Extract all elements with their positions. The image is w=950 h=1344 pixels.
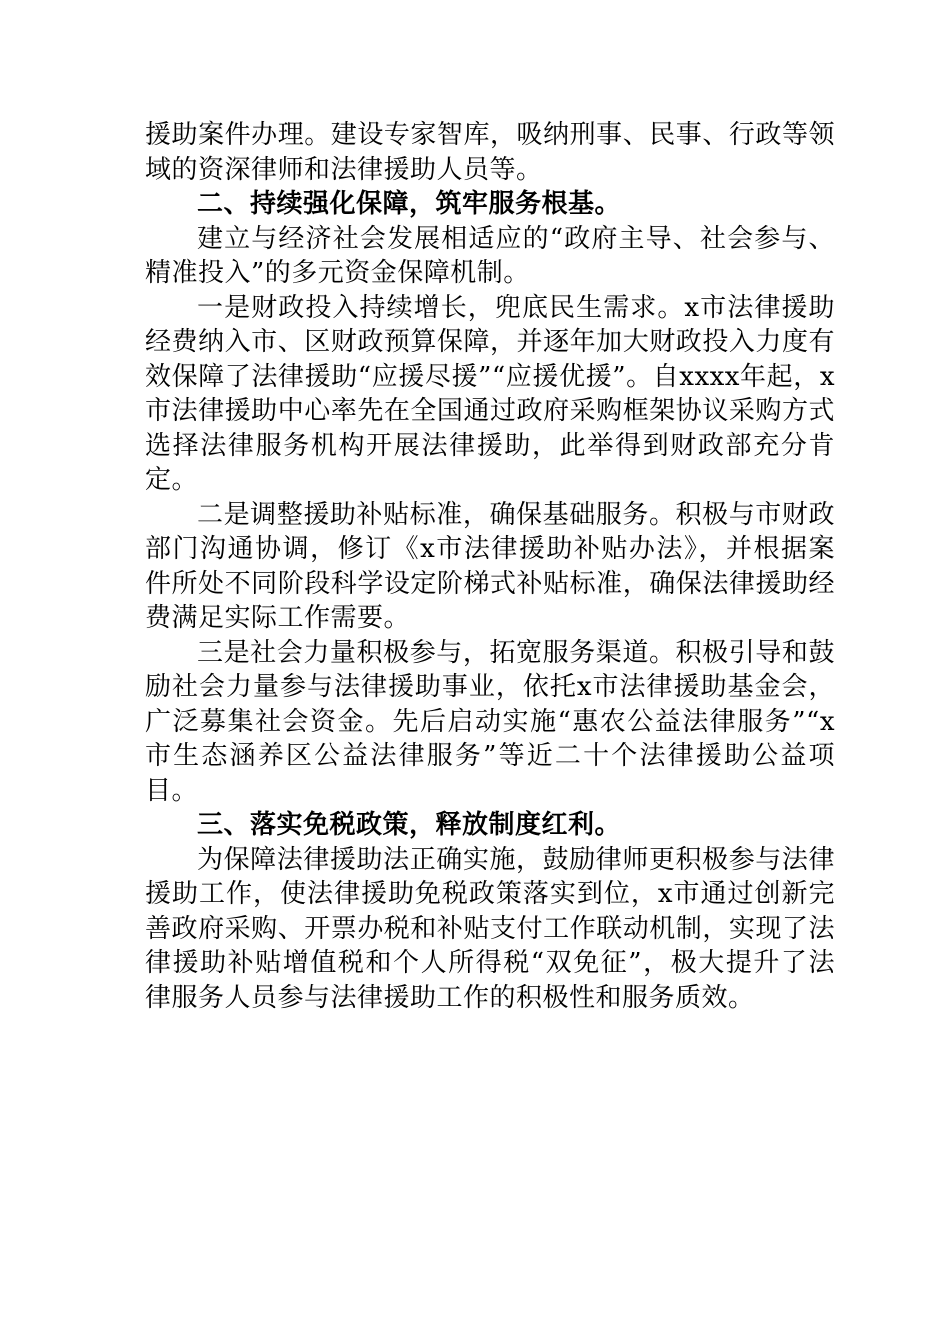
paragraph-3: 建立与经济社会发展相适应的“政府主导、社会参与、精准投入”的多元资金保障机制。 [145,223,835,288]
document-body [145,118,835,1015]
paragraph-1: 援助案件办理。建设专家智库，吸纳刑事、民事、行政等领域的资深律师和法律援助人员等。 [145,120,835,185]
section-heading-7: 三、落实免税政策，释放制度红利。 [197,810,622,840]
paragraph-4: 一是财政投入持续增长，兜底民生需求。x市法律援助经费纳入市、区财政预算保障，并逐年加大财政投入力度有效保障了法律援助“应援尽援”“应援优援”。自xxxx年起，x市法律援助中心率先在全国通过政府采购框架协议采购方式选择法律服务机构开展法律援助，此举得到财政部充分肯定。 [145,292,835,495]
paragraph-5: 二是调整援助补贴标准，确保基础服务。积极与市财政部门沟通协调，修订《x市法律援助补贴办法》，并根据案件所处不同阶段科学设定阶梯式补贴标准，确保法律援助经费满足实际工作需要。 [145,499,835,633]
paragraph-8: 为保障法律援助法正确实施，鼓励律师更积极参与法律援助工作，使法律援助免税政策落实到位，x市通过创新完善政府采购、开票办税和补贴支付工作联动机制，实现了法律援助补贴增值税和个人所得税“双免征”，极大提升了法律服务人员参与法律援助工作的积极性和服务质效。 [145,844,835,1013]
paragraph-6: 三是社会力量积极参与，拓宽服务渠道。积极引导和鼓励社会力量参与法律援助事业，依托x市法律援助基金会，广泛募集社会资金。先后启动实施“惠农公益法律服务”“x市生态涵养区公益法律服务”等近二十个法律援助公益项目。 [145,637,835,806]
section-heading-2: 二、持续强化保障，筑牢服务根基。 [197,189,622,219]
